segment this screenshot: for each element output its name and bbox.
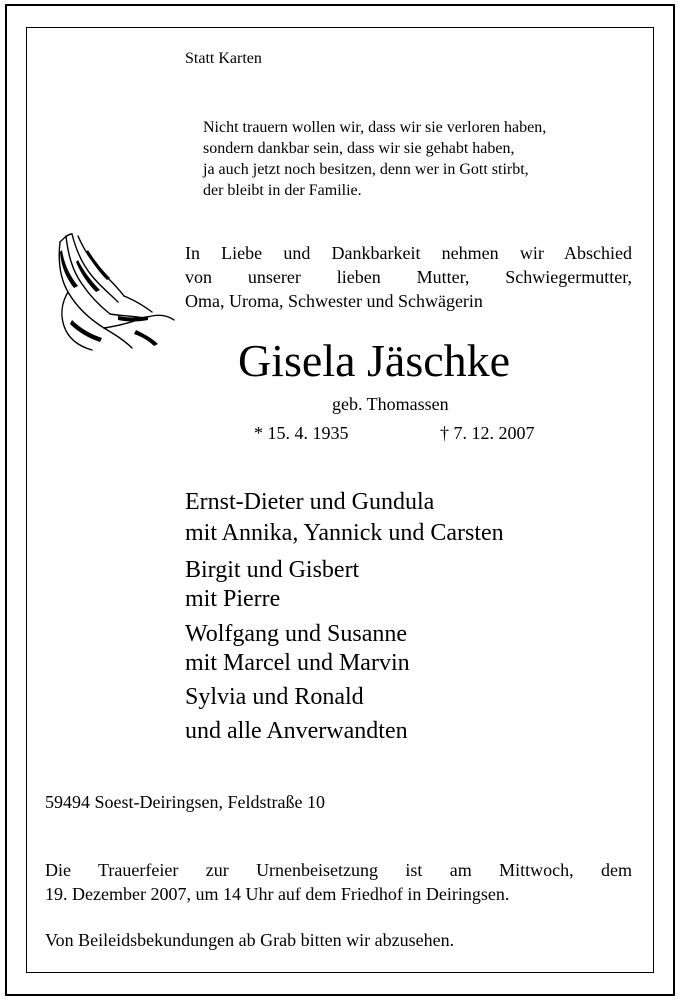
- mourner-line: Sylvia und Ronald: [185, 684, 364, 710]
- mourner-line: mit Annika, Yannick und Carsten: [185, 520, 504, 546]
- praying-hands-icon: [48, 230, 178, 355]
- intro-line: Oma, Uroma, Schwester und Schwägerin: [185, 291, 483, 311]
- mourner-line: Ernst-Dieter und Gundula: [185, 489, 435, 515]
- poem-line: ja auch jetzt noch besitzen, denn wer in Gott stirbt,: [203, 161, 529, 178]
- intro-line: von unserer lieben Mutter, Schwiegermutter,: [185, 267, 632, 287]
- mourner-line: mit Pierre: [185, 586, 281, 612]
- poem-line: Nicht trauern wollen wir, dass wir sie verloren haben,: [203, 119, 547, 136]
- birth-date: * 15. 4. 1935: [254, 423, 349, 443]
- deceased-name: Gisela Jäschke: [238, 335, 511, 386]
- mourner-line: Wolfgang und Susanne: [185, 621, 408, 647]
- poem-line: der bleibt in der Familie.: [203, 182, 362, 199]
- mourner-line: mit Marcel und Marvin: [185, 650, 410, 676]
- closing-note: Von Beileidsbekundungen ab Grab bitten wir abzusehen.: [45, 930, 455, 950]
- birth-name: geb. Thomassen: [332, 394, 449, 414]
- poem-line: sondern dankbar sein, dass wir sie gehabt haben,: [203, 140, 515, 157]
- address: 59494 Soest-Deiringsen, Feldstraße 10: [45, 792, 325, 812]
- statt-karten: Statt Karten: [185, 50, 262, 67]
- mourner-line: und alle Anverwandten: [185, 718, 408, 744]
- death-date: † 7. 12. 2007: [440, 423, 535, 443]
- intro-line: In Liebe und Dankbarkeit nehmen wir Abschied: [185, 243, 632, 263]
- mourner-line: Birgit und Gisbert: [185, 557, 360, 583]
- ceremony-line: 19. Dezember 2007, um 14 Uhr auf dem Friedhof in Deiringsen.: [45, 884, 510, 904]
- ceremony-line: Die Trauerfeier zur Urnenbeisetzung ist am Mittwoch, dem: [45, 860, 632, 880]
